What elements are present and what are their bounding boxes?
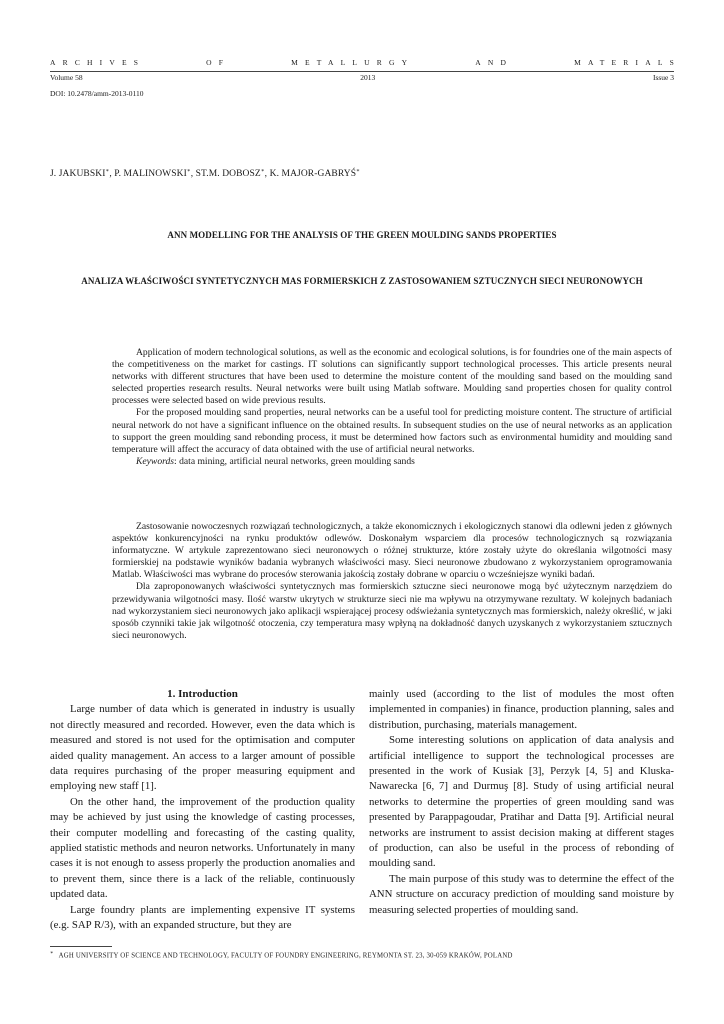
body-paragraph: mainly used (according to the list of modules the most often implemented in companies) in finance, production planning, sales and distribution, purchasing, materials management. (369, 688, 674, 731)
section-title: 1. Introduction (167, 688, 238, 700)
footnote (50, 950, 513, 959)
affiliation-mark: ∗ (105, 168, 110, 174)
abstract-paragraph: Application of modern technological solutions, as well as the economic and ecological solutions, is for foundries one of the main aspects of the competitiveness on the market for castings. IT solutions can significantly support technological processes. This article presents neural networks with different structures that have been used to determine the moisture content of the moulding sand based on the moulding sand selected properties research results. Neural networks were built using Matlab software. Moulding sand properties chosen for quality control processes were selected based on wide previous results. (112, 347, 672, 407)
keywords-label: Keywords (136, 455, 175, 467)
abstract-paragraph: Zastosowanie nowoczesnych rozwiązań technologicznych, a także ekonomicznych i ekologicznych stanowi dla odlewni jeden z głównych aspektów konkurencyjności na rynku produktów odlewów. Doskonałym wsparciem dla procesów technologicznych są rozwiązania informatyczne. W artykule zaprezentowano sieci neuronowych o różnej strukturze, które zostały użyte do określania wilgotności masy formierskiej na podstawie wyników badania wybranych właściwości masy. Sieci neuronowe zbudowano z wykorzystaniem oprogramowania Matlab. Właściwości mas wybrane do procesów sterowania jakością zostały dobrane w oparciu o wcześniejsze wyniki badań. (112, 521, 672, 581)
abstract-paragraph: For the proposed moulding sand properties, neural networks can be a useful tool for predicting moisture content. The structure of artificial neural network do not have a significant influence on the obtained results. In subsequent studies on the use of neural networks as an application to support the green moulding sand rebonding process, it must be determined how factors such as environmental humidity and moulding sand temperature will affect the accuracy of data obtained with the use of artificial neural networks. (112, 407, 672, 455)
affiliation-mark: ∗ (356, 168, 360, 174)
affiliation-mark: ∗ (260, 168, 265, 174)
footnote-rule (50, 946, 112, 947)
abstract-paragraph: Dla zaproponowanych właściwości syntetycznych mas formierskich sztuczne sieci neuronowe mogą być użytecznym narzędziem do przewidywania wilgotności masy. Ilość warstw ukrytych w strukturze sieci nie ma wpływu na otrzymywane rezultaty. W kolejnych badaniach nad wykorzystaniem sieci neuronowych jako aplikacji wspierającej procesy odświeżania syntetycznych mas formierskich, należy określić, w jaki sposób czynniki takie jak wilgotność otoczenia, czy temperatura masy wpłyną na dokładność danych uzyskanych z wykorzystaniem sztucznych sieci neuronowych. (112, 581, 672, 641)
author: J. JAKUBSKI (50, 169, 106, 180)
body-paragraph: Some interesting solutions on application of data analysis and artificial intelligence to support the technological processes are presented in the work of Kusiak [3], Perzyk [4, 5] and Kluska-Nawarecka [6, 7] and Durmuş [8]. Study of using artificial neural networks to determine the properties of green moulding sand was presented by Parappagoudar, Pratihar and Datta [9]. Artificial neural networks are instrument to assist decision making at different stages of production, can also be useful in the process of rebonding of moulding sand. (369, 734, 674, 870)
abstract-english (112, 347, 672, 468)
journal-word: OF (206, 58, 231, 67)
keywords-list: : data mining, artificial neural networks, green moulding sands (174, 455, 415, 467)
title-english: ANN MODELLING FOR THE ANALYSIS OF THE GREEN MOULDING SANDS PROPERTIES (167, 230, 557, 240)
authors: J. JAKUBSKI∗, P. MALINOWSKI∗, ST.M. DOBOSZ∗, K. MAJOR-GABRYŚ∗ (50, 168, 360, 180)
journal-word: ARCHIVES (50, 58, 146, 67)
issue: Issue 3 (652, 73, 674, 82)
issue-meta (50, 73, 674, 82)
body-column-left (50, 687, 355, 934)
footnote-mark: ∗ (50, 951, 54, 956)
author: ST.M. DOBOSZ (195, 169, 261, 180)
journal-word: AND (475, 58, 514, 67)
body-paragraph: Large foundry plants are implementing expensive IT systems (e.g. SAP R/3), with an expanded structure, but they are (50, 903, 355, 932)
author: K. MAJOR-GABRYŚ (269, 169, 357, 180)
journal-name (50, 58, 681, 67)
year: 2013 (360, 73, 376, 82)
body-paragraph: The main purpose of this study was to determine the effect of the ANN structure on accuracy prediction of moulding sand moisture by measuring selected properties of moulding sand. (369, 872, 674, 916)
body-paragraph: On the other hand, the improvement of the production quality may be achieved by just using the knowledge of casting processes, their computer modelling and forecasting of the casting quality, applied statistic methods and neuron networks. Unfortunately in many cases it is not enough to assess properly the production anomalies and to prevent them, since there is a lack of the reliable, continuously updated data. (50, 795, 355, 901)
journal-word: MATERIALS (574, 58, 681, 67)
author: P. MALINOWSKI (114, 169, 187, 180)
volume: Volume 58 (50, 73, 83, 82)
abstract-polish (112, 521, 672, 642)
journal-word: METALLURGY (291, 58, 415, 67)
affiliation-mark: ∗ (186, 168, 191, 174)
title-polish: ANALIZA WŁAŚCIWOŚCI SYNTETYCZNYCH MAS FORMIERSKICH Z ZASTOSOWANIEM SZTUCZNYCH SIECI NEURONOWYCH (81, 276, 643, 286)
body-paragraph: Large number of data which is generated in industry is usually not directly measured and recorded. However, even the data which is measured and stored is not used for the optimisation and computer aided quality management. An access to a larger amount of possible data requires purchasing of the proper measuring equipment and employing new staff [1]. (50, 703, 355, 793)
doi: DOI: 10.2478/amm-2013-0110 (50, 89, 144, 98)
header-rule (50, 71, 674, 72)
footnote-text: AGH UNIVERSITY OF SCIENCE AND TECHNOLOGY, FACULTY OF FOUNDRY ENGINEERING, REYMONTA ST. 23, 30-059 KRAKÓW, POLAND (58, 952, 513, 960)
body-column-right (369, 687, 674, 918)
keywords (112, 456, 672, 468)
